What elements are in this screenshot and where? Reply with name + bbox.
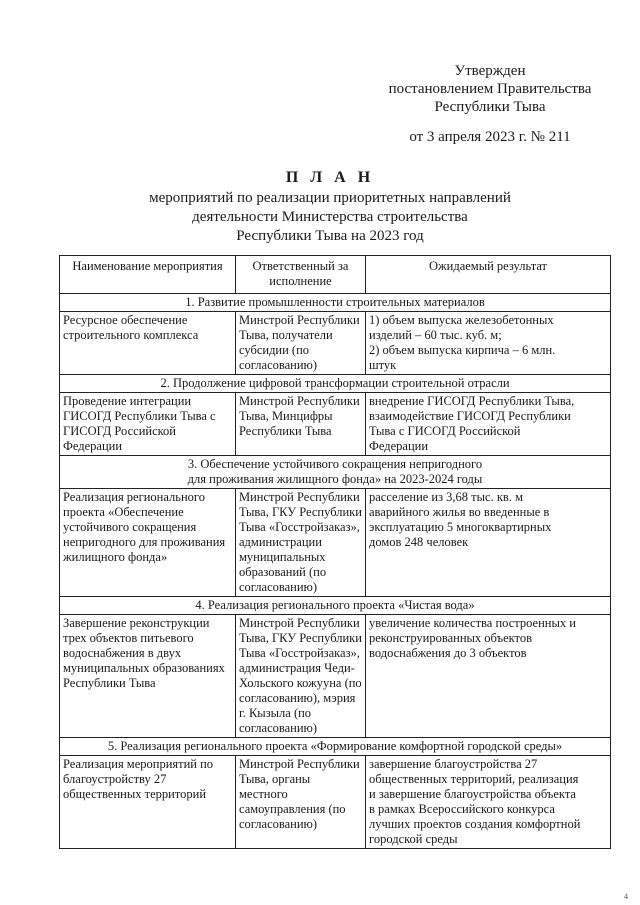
subtitle-line-1: мероприятий по реализации приоритетных направлений: [149, 190, 511, 206]
approval-line-decree: постановлением Правительства: [388, 81, 592, 97]
section-title: 3. Обеспечение устойчивого сокращения непригодного для проживания жилищного фонда» на 2023-2024 годы: [60, 456, 611, 489]
table-header-row: [60, 256, 611, 294]
cell-responsible: Минстрой Республики Тыва, ГКУ Республики Тыва «Госстройзаказ», администрация Чеди- Хольского кожууна (по согласованию), мэрия г. Кызыла (по согласованию): [236, 615, 366, 738]
header-result: Ожидаемый результат: [366, 256, 611, 294]
section-row: [60, 375, 611, 393]
subtitle-line-3: Республики Тыва на 2023 год: [236, 228, 424, 244]
subtitle-line-2: деятельности Министерства строительства: [192, 209, 468, 225]
cell-result: расселение из 3,68 тыс. кв. м аварийного жилья во введенные в эксплуатацию 5 многоквартирных домов 248 человек: [366, 489, 611, 597]
table-body: [60, 294, 611, 849]
table-row: [60, 615, 611, 738]
cell-name: Завершение реконструкции трех объектов питьевого водоснабжения в двух муниципальных образованиях Республики Тыва: [60, 615, 236, 738]
section-title: 4. Реализация регионального проекта «Чистая вода»: [60, 597, 611, 615]
cell-name: Ресурсное обеспечение строительного комплекса: [60, 312, 236, 375]
cell-responsible: Минстрой Республики Тыва, органы местного самоуправления (по согласованию): [236, 756, 366, 849]
approval-date: от 3 апреля 2023 г. № 211: [409, 129, 571, 145]
cell-name: Реализация регионального проекта «Обеспечение устойчивого сокращения непригодного для проживания жилищного фонда»: [60, 489, 236, 597]
section-title: 1. Развитие промышленности строительных материалов: [60, 294, 611, 312]
table-row: [60, 312, 611, 375]
section-title: 2. Продолжение цифровой трансформации строительной отрасли: [60, 375, 611, 393]
cell-name: Проведение интеграции ГИСОГД Республики Тыва с ГИСОГД Российской Федерации: [60, 393, 236, 456]
approval-line-approved: Утвержден: [454, 63, 526, 79]
header-responsible: Ответственный за исполнение: [236, 256, 366, 294]
section-row: [60, 456, 611, 489]
section-title: 5. Реализация регионального проекта «Формирование комфортной городской среды»: [60, 738, 611, 756]
header-name: Наименование мероприятия: [60, 256, 236, 294]
cell-responsible: Минстрой Республики Тыва, получатели субсидии (по согласованию): [236, 312, 366, 375]
section-row: [60, 597, 611, 615]
plan-heading: П Л А Н: [285, 169, 375, 186]
table-row: [60, 489, 611, 597]
approval-line-republic: Республики Тыва: [434, 99, 546, 115]
cell-result: внедрение ГИСОГД Республики Тыва, взаимодействие ГИСОГД Республики Тыва с ГИСОГД Российской Федерации: [366, 393, 611, 456]
approval-stamp: [370, 62, 610, 146]
cell-responsible: Минстрой Республики Тыва, Минцифры Республики Тыва: [236, 393, 366, 456]
cell-responsible: Минстрой Республики Тыва, ГКУ Республики Тыва «Госстройзаказ», администрации муниципальных образований (по согласованию): [236, 489, 366, 597]
table-row: [60, 756, 611, 849]
cell-name: Реализация мероприятий по благоустройству 27 общественных территорий: [60, 756, 236, 849]
cell-result: завершение благоустройства 27 общественных территорий, реализация и завершение благоустройства объекта в рамках Всероссийского конкурса лучших проектов создания комфортной городской среды: [366, 756, 611, 849]
table-row: [60, 393, 611, 456]
corner-mark: 4: [624, 892, 628, 901]
section-row: [60, 294, 611, 312]
cell-result: увеличение количества построенных и реконструированных объектов водоснабжения до 3 объектов: [366, 615, 611, 738]
cell-result: 1) объем выпуска железобетонных изделий – 60 тыс. куб. м; 2) объем выпуска кирпича – 6 млн. штук: [366, 312, 611, 375]
plan-table: [59, 255, 611, 849]
section-row: [60, 738, 611, 756]
document-title: [40, 168, 620, 245]
